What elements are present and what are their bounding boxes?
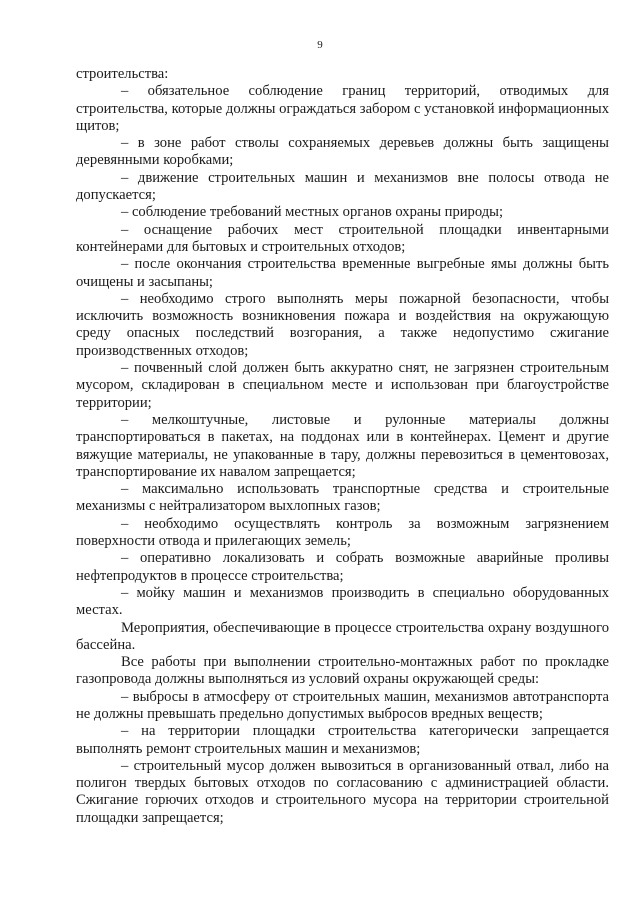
list-item-exhaust-neutralizer: – максимально использовать транспортные средства и строительные механизмы с нейтрализатором выхлопных газов; bbox=[76, 481, 609, 515]
paragraph-continuation: строительства: bbox=[76, 66, 169, 82]
list-item-spill-response: – оперативно локализовать и собрать возможные аварийные проливы нефтепродуктов в процессе строительства; bbox=[76, 550, 609, 584]
list-item-machine-movement: – движение строительных машин и механизмов вне полосы отвода не допускается; bbox=[76, 169, 609, 204]
list-item-vehicle-washing: – мойку машин и механизмов производить в специально оборудованных местах. bbox=[76, 584, 609, 619]
list-item-waste-containers: – оснащение рабочих мест строительной площадки инвентарными контейнерами для бытовых и строительных отходов; bbox=[76, 221, 609, 255]
paragraph-general-requirements: Все работы при выполнении строительно-монтажных работ по прокладке газопровода должны выполняться из условий охраны окружающей среды: bbox=[76, 654, 609, 688]
list-item-materials-transport: – мелкоштучные, листовые и рулонные материалы должны транспортироваться в пакетах, на поддонах или в контейнерах. Цемент и другие вяжущие материалы, не упакованные в тару, должны перевозиться в цементовозах, транспортирование их навалом запрещается; bbox=[76, 411, 609, 480]
list-item-repair-ban: – на территории площадки строительства категорически запрещается выполнять ремонт строительных машин и механизмов; bbox=[76, 723, 609, 757]
list-item-fire-safety: – необходимо строго выполнять меры пожарной безопасности, чтобы исключить возможность возникновения пожара и воздействия на окружающую среду опасных последствий возгорания, а также недопустимо сжигание производственных отходов; bbox=[76, 290, 609, 359]
document-body bbox=[76, 66, 609, 827]
section-heading-air-protection: Мероприятия, обеспечивающие в процессе строительства охрану воздушного бассейна. bbox=[76, 619, 609, 653]
list-item-boundaries: – обязательное соблюдение границ территорий, отводимых для строительства, которые должны ограждаться забором с установкой информационных щитов; bbox=[76, 83, 609, 134]
list-item-topsoil: – почвенный слой должен быть аккуратно снят, не загрязнен строительным мусором, складирован в специальном месте и использован при благоустройстве территории; bbox=[76, 360, 609, 411]
list-item-nature-authorities: – соблюдение требований местных органов охраны природы; bbox=[121, 204, 504, 221]
list-item-debris-removal: – строительный мусор должен вывозиться в организованный отвал, либо на полигон твердых бытовых отходов по согласованию с администрацией области. Сжигание горючих отходов и строительного мусора на территории строительной площадки запрещается; bbox=[76, 757, 609, 826]
list-item-tree-protection: – в зоне работ стволы сохраняемых деревьев должны быть защищены деревянными коробками; bbox=[76, 135, 609, 169]
page-number: 9 bbox=[317, 39, 323, 51]
list-item-cesspits: – после окончания строительства временные выгребные ямы должны быть очищены и засыпаны; bbox=[76, 256, 609, 290]
list-item-pollution-control: – необходимо осуществлять контроль за возможным загрязнением поверхности отвода и прилегающих земель; bbox=[76, 515, 609, 550]
list-item-emissions: – выбросы в атмосферу от строительных машин, механизмов автотранспорта не должны превышать предельно допустимых выбросов вредных веществ; bbox=[76, 688, 609, 722]
